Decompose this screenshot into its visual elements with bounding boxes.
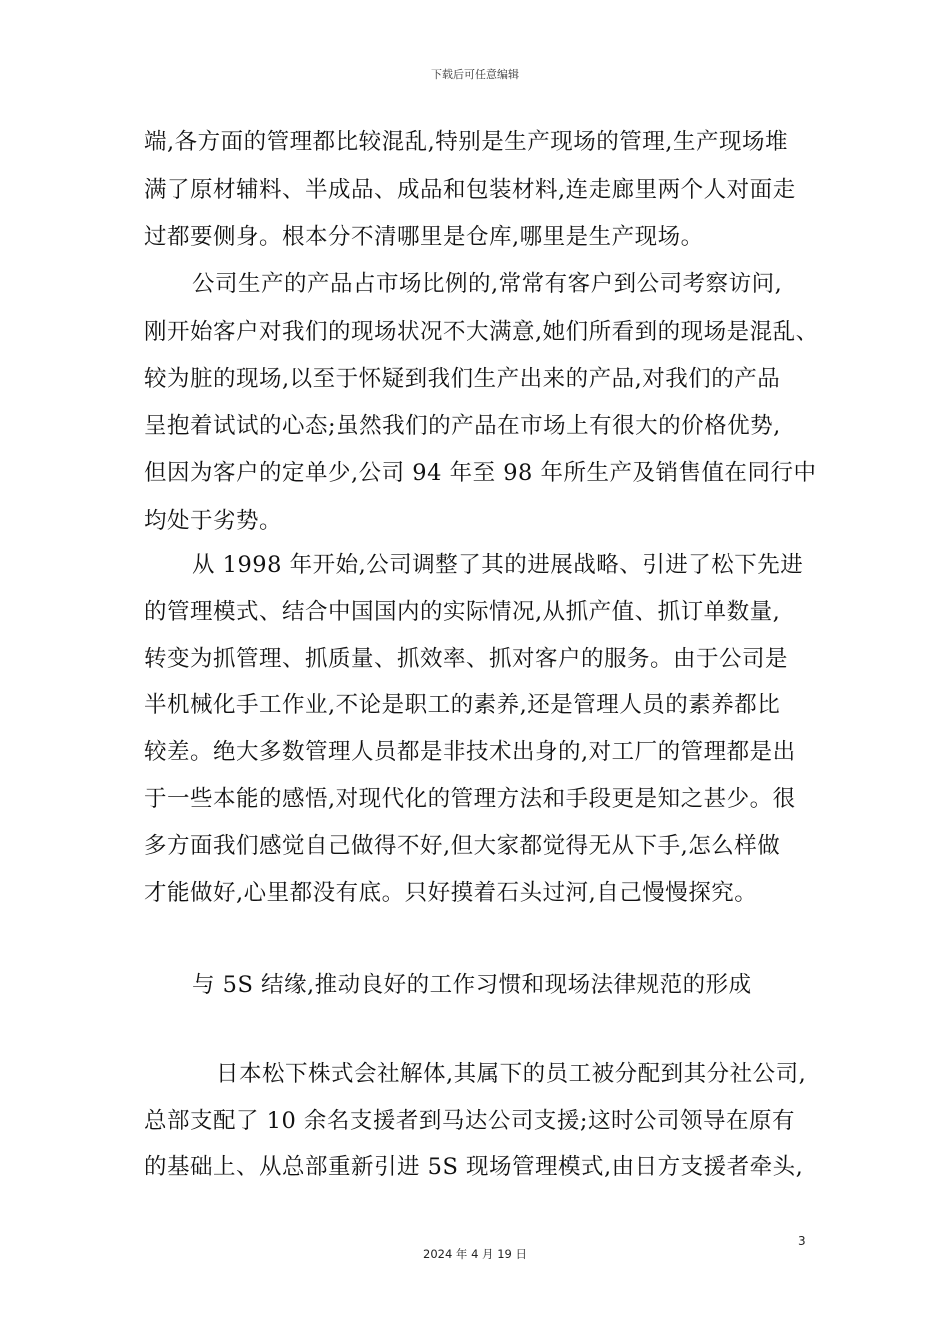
- paragraph-line: 总部支配了 10 余名支援者到马达公司支援;这时公司领导在原有: [144, 1108, 796, 1134]
- page-number: 3: [798, 1234, 806, 1248]
- paragraph-line: 较差。绝大多数管理人员都是非技术出身的,对工厂的管理都是出: [144, 739, 796, 765]
- paragraph-line: 公司生产的产品占市场比例的,常常有客户到公司考察访问,: [192, 271, 783, 297]
- paragraph-line: 呈抱着试试的心态;虽然我们的产品在市场上有很大的价格优势,: [144, 413, 781, 439]
- paragraph-line: 的基础上、从总部重新引进 5S 现场管理模式,由日方支援者牵头,: [144, 1154, 804, 1180]
- paragraph-line: 刚开始客户对我们的现场状况不大满意,她们所看到的现场是混乱、: [144, 319, 819, 345]
- page-header: 下载后可任意编辑: [431, 68, 519, 81]
- paragraph-line: 才能做好,心里都没有底。只好摸着石头过河,自己慢慢探究。: [144, 880, 758, 906]
- paragraph-line: 均处于劣势。: [144, 508, 283, 534]
- footer-date: 2024 年 4 月 19 日: [423, 1247, 527, 1261]
- paragraph-line: 于一些本能的感悟,对现代化的管理方法和手段更是知之甚少。很: [144, 786, 796, 812]
- paragraph-line: 过都要侧身。根本分不清哪里是仓库,哪里是生产现场。: [144, 224, 704, 250]
- paragraph-line: 日本松下株式会社解体,其属下的员工被分配到其分社公司,: [216, 1061, 807, 1087]
- paragraph-line: 但因为客户的定单少,公司 94 年至 98 年所生产及销售值在同行中: [144, 460, 817, 486]
- paragraph-line: 多方面我们感觉自己做得不好,但大家都觉得无从下手,怎么样做: [144, 833, 781, 859]
- paragraph-line: 满了原材辅料、半成品、成品和包装材料,连走廊里两个人对面走: [144, 177, 796, 203]
- paragraph-line: 转变为抓管理、抓质量、抓效率、抓对客户的服务。由于公司是: [144, 646, 789, 672]
- paragraph-line: 的管理模式、结合中国国内的实际情况,从抓产值、抓订单数量,: [144, 599, 781, 625]
- paragraph-line: 较为脏的现场,以至于怀疑到我们生产出来的产品,对我们的产品: [144, 366, 781, 392]
- paragraph-line: 端,各方面的管理都比较混乱,特别是生产现场的管理,生产现场堆: [144, 129, 788, 155]
- paragraph-line: 从 1998 年开始,公司调整了其的进展战略、引进了松下先进: [192, 552, 804, 578]
- section-heading: 与 5S 结缘,推动良好的工作习惯和现场法律规范的形成: [192, 972, 752, 998]
- paragraph-line: 半机械化手工作业,不论是职工的素养,还是管理人员的素养都比: [144, 692, 781, 718]
